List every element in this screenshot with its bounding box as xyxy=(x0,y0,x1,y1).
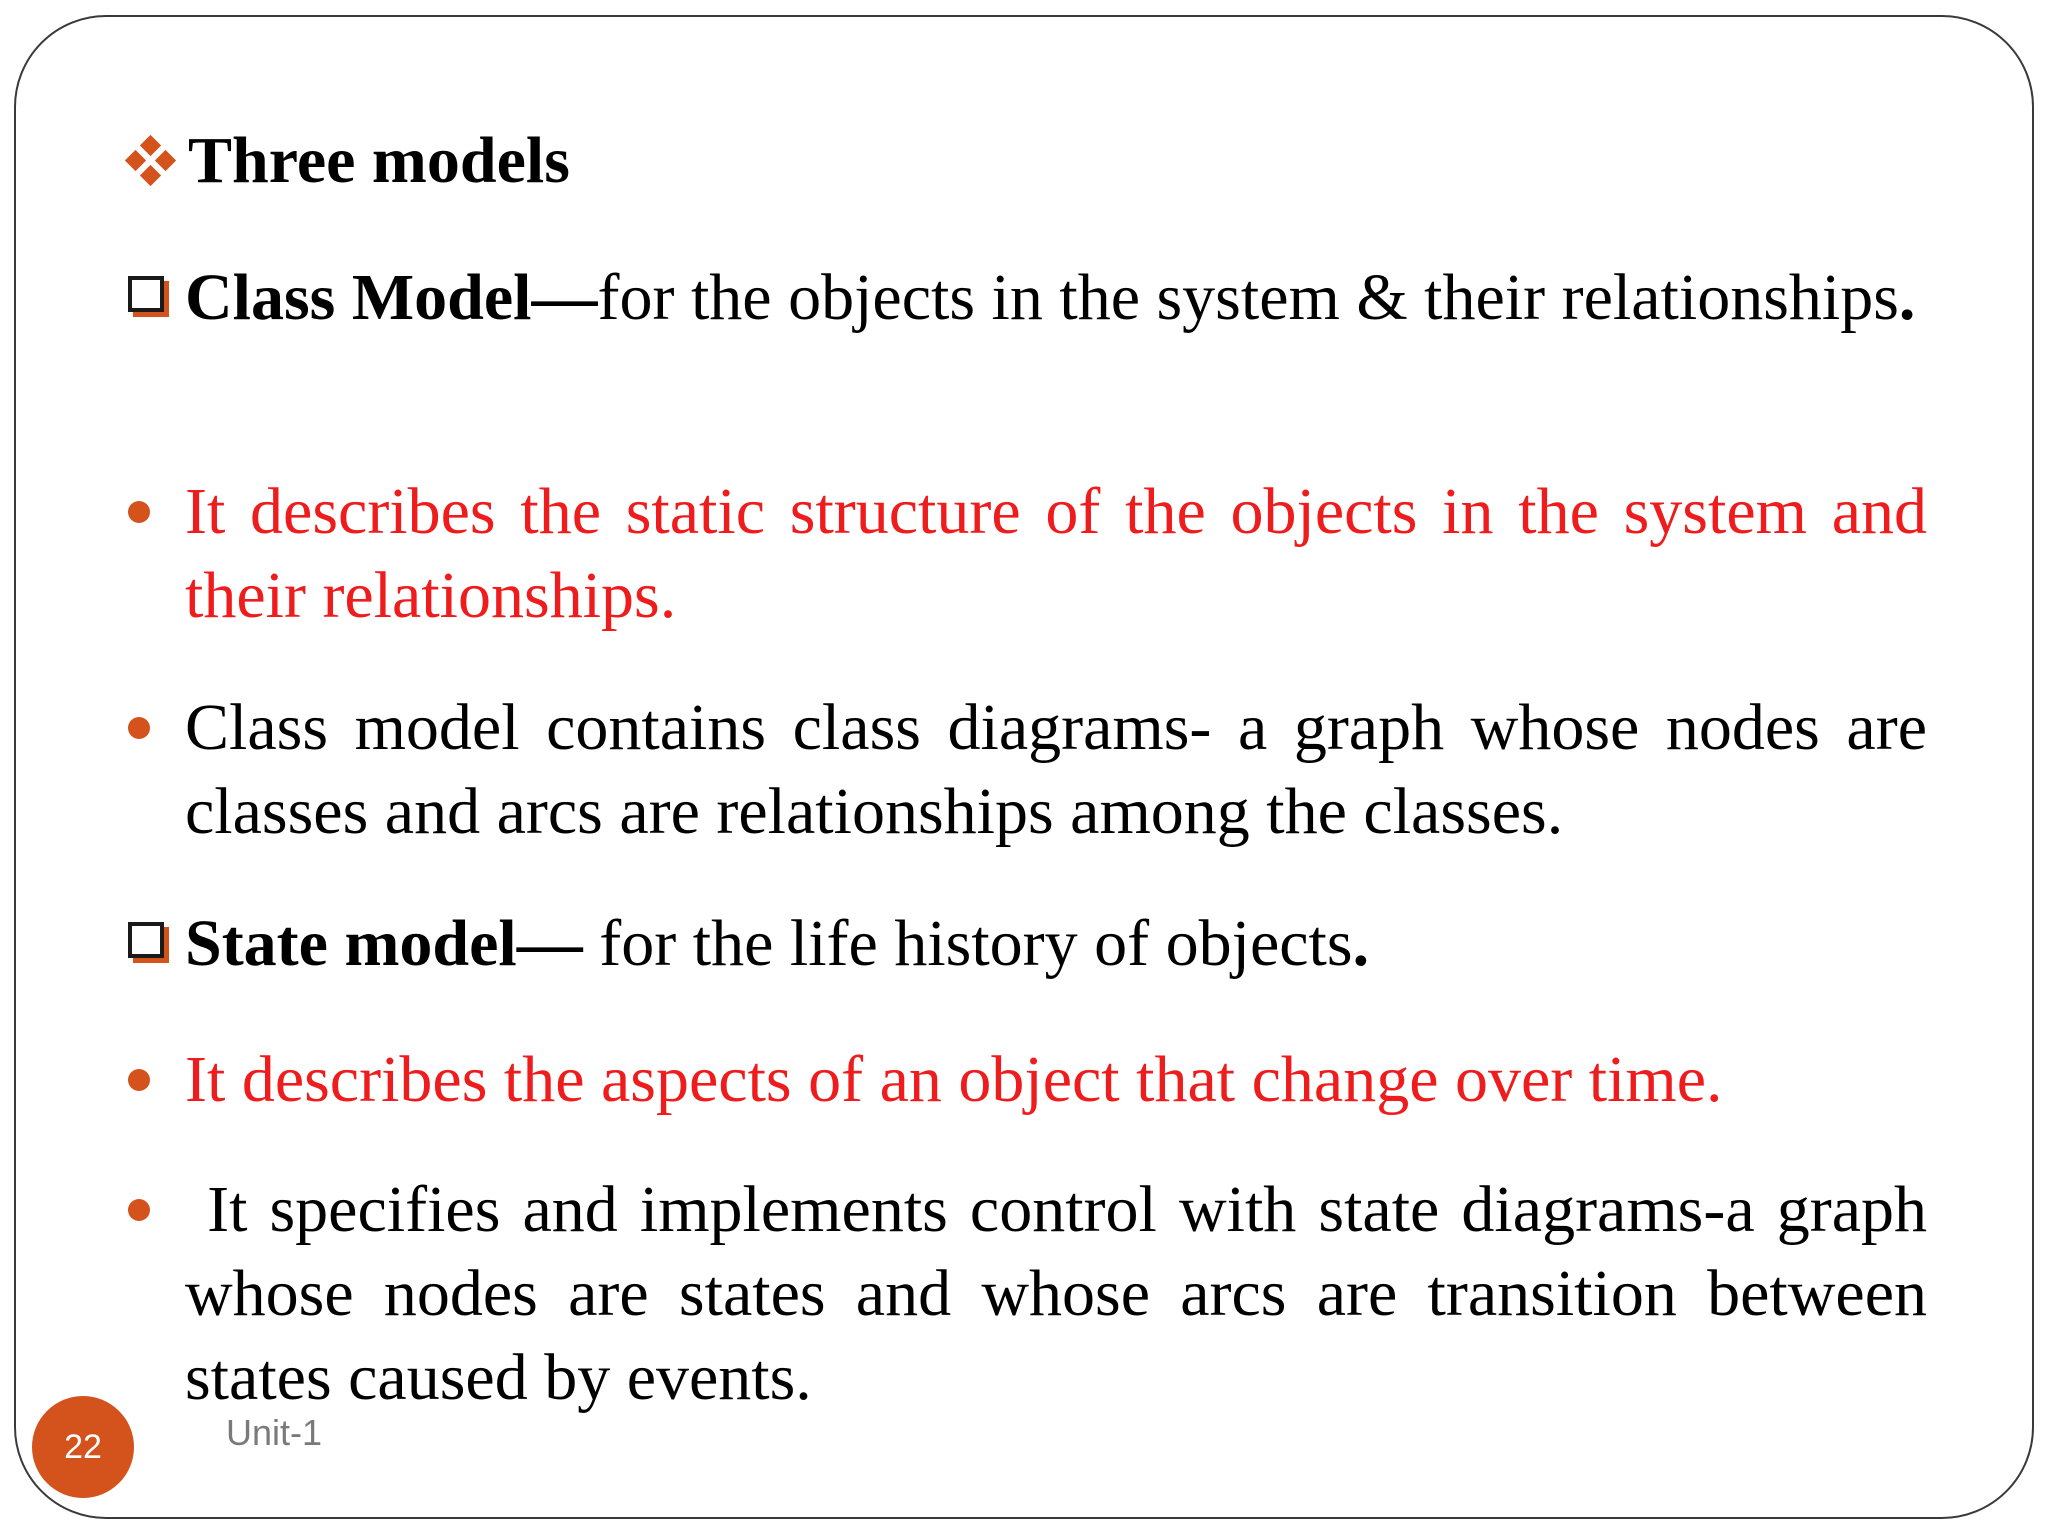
class-model-text: for the objects in the system & their relationships xyxy=(597,261,1899,334)
page-number-badge: 22 xyxy=(32,1396,134,1498)
state-model-description: It describes the aspects of an object that change over time. xyxy=(185,1043,1723,1116)
slide-title: Three models xyxy=(188,124,570,197)
title-row xyxy=(126,116,570,206)
checkbox-bullet-icon xyxy=(128,922,164,958)
dot-bullet-icon xyxy=(128,1069,150,1091)
state-model-period: . xyxy=(1352,907,1370,980)
footer-label: Unit-1 xyxy=(226,1412,323,1453)
state-model-diagrams: It specifies and implements control with state diagrams-a graph whose nodes are states and whose arcs are transition between states caused by events. xyxy=(185,1173,1927,1414)
dot-bullet-icon xyxy=(128,717,150,739)
class-model-heading: Class Model— xyxy=(185,261,598,334)
checkbox-bullet-icon xyxy=(128,276,164,312)
class-model-period: . xyxy=(1898,261,1916,334)
state-model-item xyxy=(185,902,1927,986)
class-model-diagrams: Class model contains class diagrams- a graph whose nodes are classes and arcs are relationships among the classes. xyxy=(185,691,1927,848)
state-model-text: for the life history of objects xyxy=(582,907,1353,980)
class-model-description: It describes the static structure of the objects in the system and their relationships. xyxy=(185,475,1927,632)
diamond-bullet-icon xyxy=(126,136,176,186)
class-model-item xyxy=(185,256,1927,340)
state-model-heading: State model— xyxy=(185,907,583,980)
dot-bullet-icon xyxy=(128,501,150,523)
dot-bullet-icon xyxy=(128,1199,150,1221)
